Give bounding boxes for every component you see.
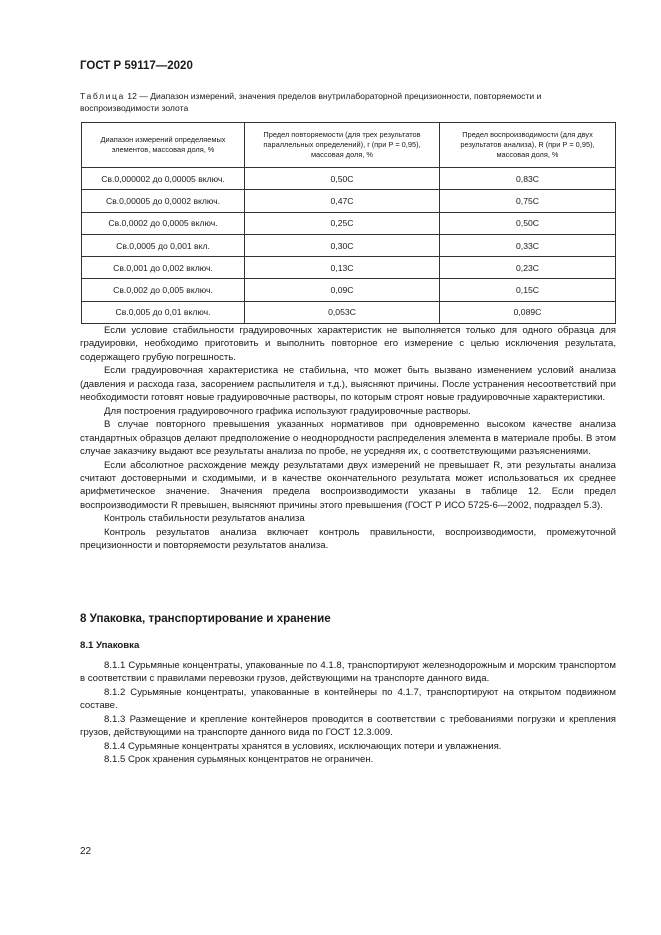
section-item: 8.1.1 Сурьмяные концентраты, упакованные по 4.1.8, транспортируют железнодорожным и морским транспортом в соответствии с правилами перевозки грузов, действующими на транспорте данного вида. [80, 660, 616, 685]
document-code: ГОСТ Р 59117—2020 [80, 60, 193, 72]
table-caption-text: 12 — Диапазон измерений, значения пределов внутрилабораторной прецизионности, повторяемости и воспроизводимости золота [80, 91, 542, 113]
page-number: 22 [80, 846, 92, 857]
paragraph: Контроль результатов анализа включает контроль правильности, воспроизводимости, промежуточной прецизионности и повторяемости результатов анализа. [80, 526, 616, 552]
subsection-title: 8.1 Упаковка [80, 640, 140, 651]
table-cell-reproducibility: 0,83C [440, 168, 616, 190]
table-cell-reproducibility: 0,75C [440, 190, 616, 212]
table-cell-repeatability: 0,25C [245, 212, 440, 234]
table-row [82, 301, 616, 323]
section-item: 8.1.3 Размещение и крепление контейнеров проводится в соответствии с требованиями погрузки и крепления грузов, действующими на транспорте данного вида по ГОСТ 12.3.009. [80, 713, 616, 739]
paragraph: В случае повторного превышения указанных нормативов при одновременно высоком качестве анализа стандартных образцов делают предположение о неоднородности распределения элемента в материале пробы. В этом случае заказчику выдают все результаты анализа по пробе, не усредняя их, с соответствующими разъяснениями. [80, 419, 616, 458]
section-item: 8.1.4 Сурьмяные концентраты хранятся в условиях, исключающих потери и увлажнения. [104, 740, 502, 752]
table-cell-range: Св.0,000002 до 0,00005 включ. [82, 168, 245, 190]
table-cell-repeatability: 0,053C [245, 301, 440, 323]
section-item: 8.1.2 Сурьмяные концентраты, упакованные в контейнеры по 4.1.7, транспортируют на открытом подвижном составе. [80, 686, 616, 712]
body-text-block [80, 324, 616, 553]
section-title: 8 Упаковка, транспортирование и хранение [80, 612, 331, 625]
measurement-table [81, 122, 616, 324]
table-row [82, 234, 616, 256]
table-row [82, 168, 616, 190]
table-cell-range: Св.0,005 до 0,01 включ. [82, 301, 245, 323]
table-cell-reproducibility: 0,50C [440, 212, 616, 234]
table-cell-reproducibility: 0,33C [440, 234, 616, 256]
section-items-block [80, 659, 616, 767]
paragraph: Если градуировочная характеристика не стабильна, что может быть вызвано изменением условий анализа (давления и расхода газа, засорением распылителя и т.д.), выясняют причины. После устранения несоответствий при необходимости готовят новые градуировочные растворы, по которым строят новые градуировочные характеристики. [80, 365, 616, 404]
table-row [82, 279, 616, 301]
table-cell-repeatability: 0,47C [245, 190, 440, 212]
column-header-repeatability: Предел повторяемости (для трех результатов параллельных определений), r (при P = 0,95), массовая доля, % [245, 123, 440, 168]
table-cell-range: Св.0,0005 до 0,001 вкл. [82, 234, 245, 256]
paragraph: Если абсолютное расхождение между результатами двух измерений не превышает R, эти результаты анализа считают достоверными и сходимыми, и в качестве окончательного результата может использоваться их среднее арифметическое значение. Значения предела воспроизводимости указаны в таблице 12. Если предел воспроизводимости R превышен, выясняют причины этого превышения (ГОСТ Р ИСО 5725-6—2002, подраздел 5.3). [80, 459, 616, 511]
table-caption-label: Таблица [80, 91, 125, 101]
paragraph: Для построения градуировочного графика используют градуировочные растворы. [104, 405, 471, 417]
column-header-reproducibility: Предел воспроизводимости (для двух результатов анализа), R (при P = 0,95), массовая доля, % [440, 123, 616, 168]
table-cell-range: Св.0,0002 до 0,0005 включ. [82, 212, 245, 234]
table-cell-range: Св.0,00005 до 0,0002 включ. [82, 190, 245, 212]
table-cell-reproducibility: 0,15C [440, 279, 616, 301]
table-caption [80, 91, 616, 114]
table-cell-reproducibility: 0,23C [440, 257, 616, 279]
table-cell-range: Св.0,001 до 0,002 включ. [82, 257, 245, 279]
table-cell-reproducibility: 0,089C [440, 301, 616, 323]
table-cell-repeatability: 0,09C [245, 279, 440, 301]
table-header-row [82, 123, 616, 168]
section-item: 8.1.5 Срок хранения сурьмяных концентратов не ограничен. [104, 754, 374, 766]
table-cell-repeatability: 0,30C [245, 234, 440, 256]
column-header-range: Диапазон измерений определяемых элементов, массовая доля, % [82, 123, 245, 168]
table-cell-range: Св.0,002 до 0,005 включ. [82, 279, 245, 301]
paragraph: Если условие стабильности градуировочных характеристик не выполняется только для одного образца для градуировки, необходимо приготовить и выполнить повторное его измерение с целью исключения результата, содержащего грубую погрешность. [80, 325, 616, 363]
table-row [82, 212, 616, 234]
table-cell-repeatability: 0,50C [245, 168, 440, 190]
table-row [82, 190, 616, 212]
table-cell-repeatability: 0,13C [245, 257, 440, 279]
table-row [82, 257, 616, 279]
paragraph: Контроль стабильности результатов анализа [104, 513, 305, 525]
